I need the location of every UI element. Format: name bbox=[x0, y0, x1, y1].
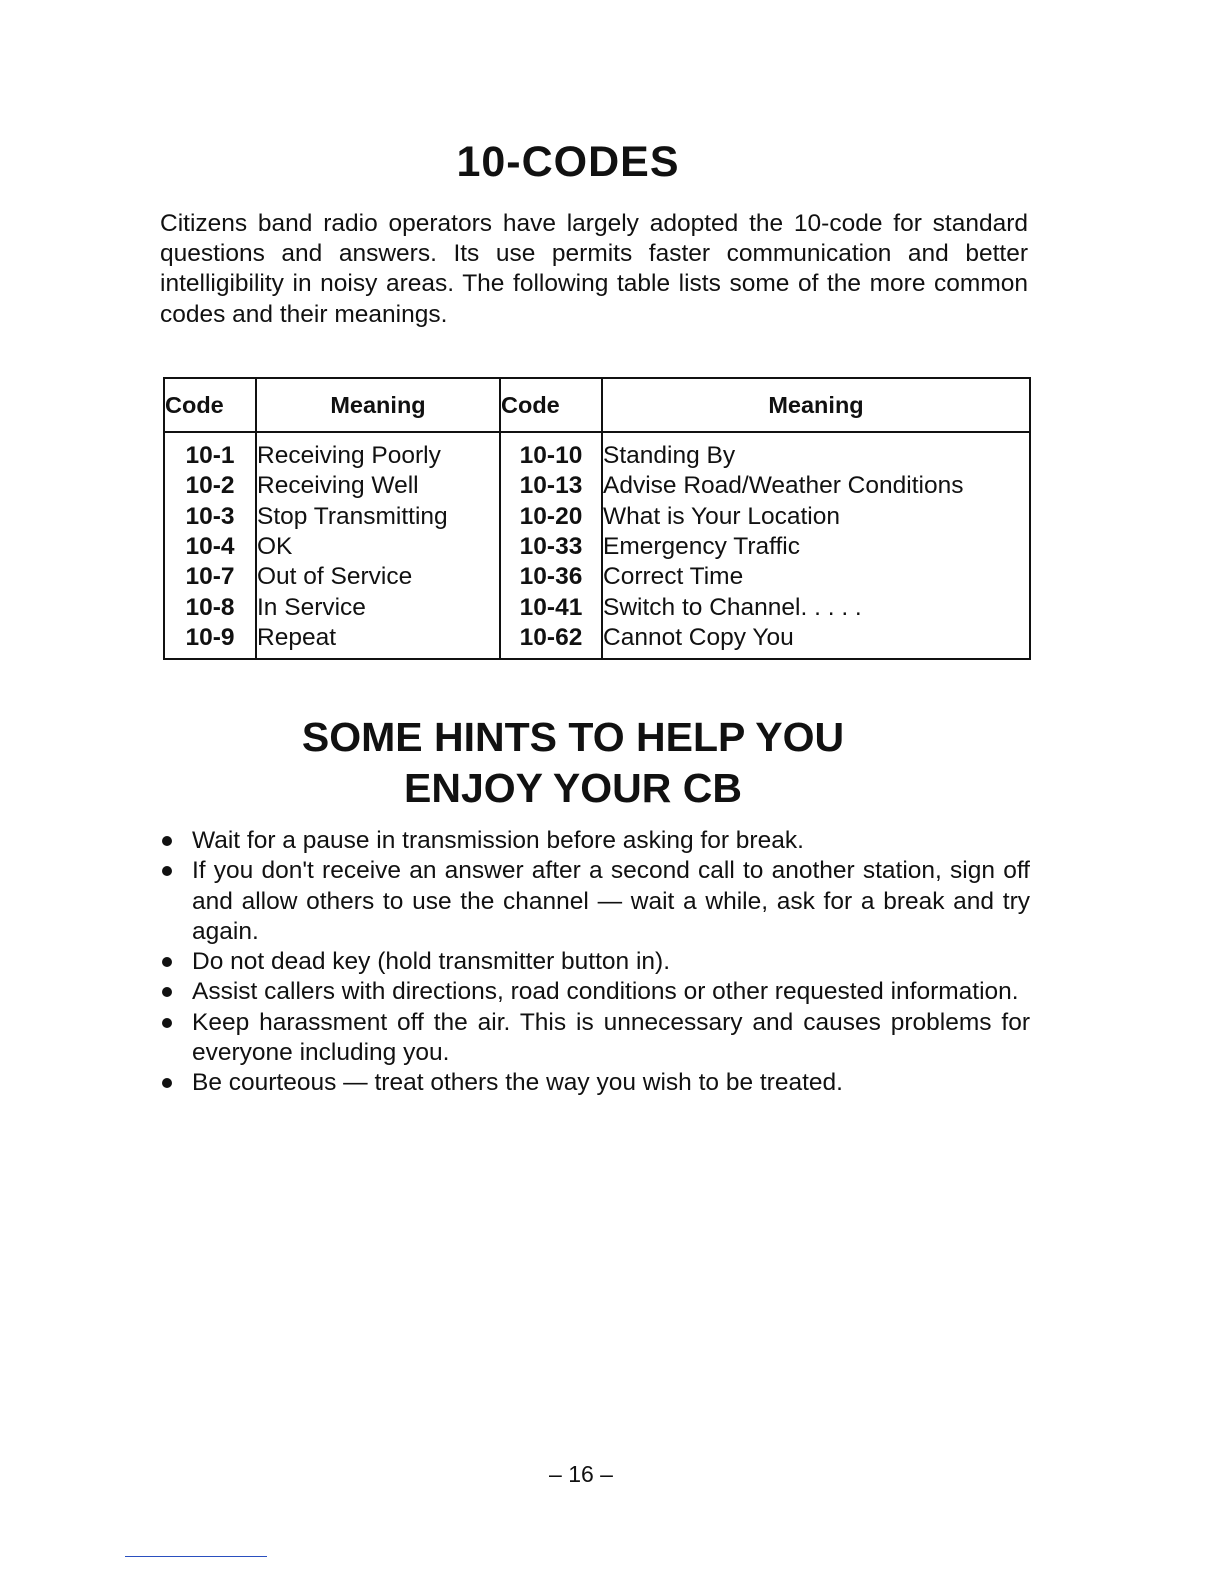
meaning-cell: Out of Service bbox=[256, 562, 500, 592]
code-cell: 10-41 bbox=[500, 592, 602, 622]
header-code-2: Code bbox=[500, 378, 602, 432]
table-row bbox=[164, 471, 1030, 501]
meaning-cell: Advise Road/Weather Conditions bbox=[602, 471, 1030, 501]
meaning-cell: Standing By bbox=[602, 432, 1030, 471]
code-cell: 10-7 bbox=[164, 562, 256, 592]
hints-heading-line-1: SOME HINTS TO HELP YOU bbox=[301, 714, 845, 760]
code-cell: 10-62 bbox=[500, 623, 602, 659]
table-row bbox=[164, 532, 1030, 562]
meaning-cell: Receiving Poorly bbox=[256, 432, 500, 471]
header-code-1: Code bbox=[164, 378, 256, 432]
meaning-cell: Stop Transmitting bbox=[256, 502, 500, 532]
list-item bbox=[160, 856, 1030, 947]
meaning-cell: Emergency Traffic bbox=[602, 532, 1030, 562]
list-item bbox=[160, 1068, 1030, 1098]
hint-text: Be courteous — treat others the way you wish to be treated. bbox=[192, 1069, 843, 1097]
intro-paragraph: Citizens band radio operators have largely adopted the 10-code for standard questions and answers. Its use permits faster communication and better intelligibility in noisy areas. The following table lists some of the more common codes and their meanings. bbox=[160, 210, 1028, 328]
bullet-icon bbox=[162, 957, 172, 967]
list-item bbox=[160, 826, 1030, 856]
header-meaning-1: Meaning bbox=[256, 378, 500, 432]
table-row bbox=[164, 623, 1030, 659]
page-number: – 16 – bbox=[549, 1461, 613, 1487]
hint-text: If you don't receive an answer after a second call to another station, sign off and allow others to use the channel — wait a while, ask for a break and try again. bbox=[192, 857, 1030, 945]
bullet-icon bbox=[162, 836, 172, 846]
hint-text: Do not dead key (hold transmitter button in). bbox=[192, 948, 671, 976]
table-row bbox=[164, 562, 1030, 592]
code-cell: 10-13 bbox=[500, 471, 602, 501]
bullet-icon bbox=[162, 987, 172, 997]
hint-text: Keep harassment off the air. This is unnecessary and causes problems for everyone including you. bbox=[192, 1008, 1030, 1067]
bullet-icon bbox=[162, 1018, 172, 1028]
meaning-cell: Correct Time bbox=[602, 562, 1030, 592]
table-row bbox=[164, 592, 1030, 622]
meaning-cell: Receiving Well bbox=[256, 471, 500, 501]
code-cell: 10-8 bbox=[164, 592, 256, 622]
meaning-cell: Repeat bbox=[256, 623, 500, 659]
code-cell: 10-36 bbox=[500, 562, 602, 592]
table-header-row bbox=[164, 378, 1030, 432]
table-row bbox=[164, 432, 1030, 471]
meaning-cell: OK bbox=[256, 532, 500, 562]
meaning-cell: Cannot Copy You bbox=[602, 623, 1030, 659]
hints-heading bbox=[0, 712, 1146, 814]
bottom-rule bbox=[125, 1556, 267, 1557]
code-cell: 10-9 bbox=[164, 623, 256, 659]
code-cell: 10-20 bbox=[500, 502, 602, 532]
hint-text: Assist callers with directions, road conditions or other requested information. bbox=[192, 978, 1019, 1006]
bullet-icon bbox=[162, 866, 172, 876]
table-row bbox=[164, 502, 1030, 532]
bullet-icon bbox=[162, 1078, 172, 1088]
list-item bbox=[160, 1008, 1030, 1069]
code-cell: 10-33 bbox=[500, 532, 602, 562]
code-cell: 10-1 bbox=[164, 432, 256, 471]
hints-list bbox=[160, 826, 1030, 1099]
page-title: 10-CODES bbox=[456, 138, 680, 186]
ten-codes-table bbox=[163, 377, 1031, 660]
hint-text: Wait for a pause in transmission before asking for break. bbox=[192, 827, 804, 854]
code-cell: 10-4 bbox=[164, 532, 256, 562]
list-item bbox=[160, 977, 1030, 1007]
code-cell: 10-10 bbox=[500, 432, 602, 471]
code-cell: 10-2 bbox=[164, 471, 256, 501]
meaning-cell: Switch to Channel. . . . . bbox=[602, 592, 1030, 622]
code-cell: 10-3 bbox=[164, 502, 256, 532]
meaning-cell: What is Your Location bbox=[602, 502, 1030, 532]
list-item bbox=[160, 947, 1030, 977]
meaning-cell: In Service bbox=[256, 592, 500, 622]
hints-heading-line-2: ENJOY YOUR CB bbox=[404, 765, 742, 811]
header-meaning-2: Meaning bbox=[602, 378, 1030, 432]
